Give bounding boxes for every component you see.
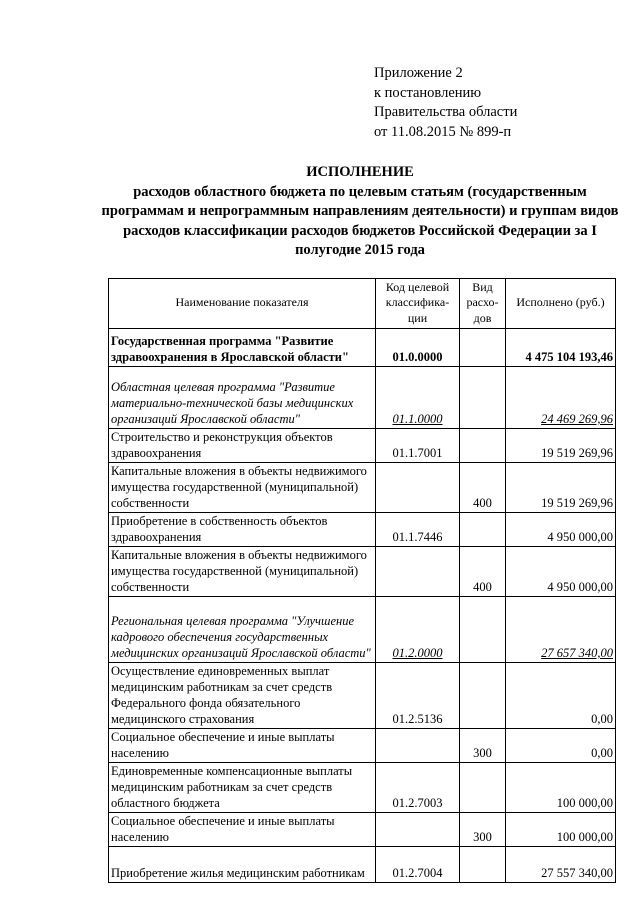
row-amount: 100 000,00 [506, 813, 616, 847]
appendix-line: от 11.08.2015 № 899-п [374, 123, 512, 140]
table-row [109, 813, 616, 847]
row-type [460, 597, 506, 663]
header-type: Вид расхо-дов [460, 279, 506, 329]
row-code [376, 813, 460, 847]
appendix-line: к постановлению [374, 84, 482, 101]
row-amount: 0,00 [506, 729, 616, 763]
title-subheading: расходов областного бюджета по целевым статьям (государственным программам и непрограммным направлениям деятельности) и группам видов расходов классификации расходов бюджетов Российской Федерации за I полугодие 2015 года [101, 183, 619, 258]
row-type: 300 [460, 729, 506, 763]
row-name: Социальное обеспечение и иные выплаты населению [109, 813, 376, 847]
table-row [109, 367, 616, 429]
row-name: Осуществление единовременных выплат медицинским работникам за счет средств Федерального фонда обязательного медицинского страхования [109, 663, 376, 729]
row-amount: 0,00 [506, 663, 616, 729]
row-amount: 4 950 000,00 [506, 513, 616, 547]
row-code [376, 463, 460, 513]
row-type [460, 367, 506, 429]
row-code: 01.0.0000 [376, 329, 460, 367]
row-code-text: 01.2.0000 [392, 646, 443, 660]
header-amount: Исполнено (руб.) [506, 279, 616, 329]
row-code: 01.2.5136 [376, 663, 460, 729]
table-row [109, 329, 616, 367]
table-row [109, 513, 616, 547]
row-code: 01.2.7003 [376, 763, 460, 813]
row-amount [506, 597, 616, 663]
row-amount: 4 950 000,00 [506, 547, 616, 597]
row-amount: 27 557 340,00 [506, 847, 616, 883]
table-row [109, 547, 616, 597]
row-name: Государственная программа "Развитие здравоохранения в Ярославской области" [109, 329, 376, 367]
row-name: Единовременные компенсационные выплаты медицинским работникам за счет средств областного бюджета [109, 763, 376, 813]
document-title [100, 163, 620, 261]
row-amount [506, 367, 616, 429]
row-name: Региональная целевая программа "Улучшение кадрового обеспечения государственных медицинских организаций Ярославской области" [109, 597, 376, 663]
table-header-row [109, 279, 616, 329]
table-row [109, 763, 616, 813]
row-code [376, 597, 460, 663]
row-name: Социальное обеспечение и иные выплаты населению [109, 729, 376, 763]
row-name: Капитальные вложения в объекты недвижимого имущества государственной (муниципальной) собственности [109, 463, 376, 513]
appendix-note [374, 64, 517, 142]
table-row [109, 429, 616, 463]
row-amount: 100 000,00 [506, 763, 616, 813]
header-code: Код целевой классифика-ции [376, 279, 460, 329]
table-row [109, 663, 616, 729]
row-name: Областная целевая программа "Развитие материально-технической базы медицинских организаций Ярославской области" [109, 367, 376, 429]
row-name: Строительство и реконструкция объектов здравоохранения [109, 429, 376, 463]
row-type [460, 763, 506, 813]
row-amount-text: 27 657 340,00 [541, 646, 613, 660]
row-code: 01.2.7004 [376, 847, 460, 883]
row-code: 01.1.7001 [376, 429, 460, 463]
row-code [376, 729, 460, 763]
row-code [376, 367, 460, 429]
row-code-text: 01.1.0000 [392, 412, 443, 426]
row-type: 400 [460, 463, 506, 513]
table-row [109, 729, 616, 763]
row-name: Приобретение в собственность объектов здравоохранения [109, 513, 376, 547]
row-amount-text: 24 469 269,96 [541, 412, 613, 426]
row-code: 01.1.7446 [376, 513, 460, 547]
row-type: 300 [460, 813, 506, 847]
row-type: 400 [460, 547, 506, 597]
row-type [460, 847, 506, 883]
row-amount: 4 475 104 193,46 [506, 329, 616, 367]
title-heading: ИСПОЛНЕНИЕ [306, 164, 414, 180]
budget-table [108, 278, 616, 883]
appendix-line: Приложение 2 [374, 65, 463, 81]
row-type [460, 329, 506, 367]
row-code [376, 547, 460, 597]
row-type [460, 513, 506, 547]
appendix-line: Правительства области [374, 104, 518, 120]
table-row [109, 597, 616, 663]
row-type [460, 663, 506, 729]
table-row [109, 463, 616, 513]
row-name: Приобретение жилья медицинским работникам [109, 847, 376, 883]
header-name: Наименование показателя [109, 279, 376, 329]
row-name: Капитальные вложения в объекты недвижимого имущества государственной (муниципальной) собственности [109, 547, 376, 597]
row-amount: 19 519 269,96 [506, 429, 616, 463]
row-type [460, 429, 506, 463]
row-amount: 19 519 269,96 [506, 463, 616, 513]
table-row [109, 847, 616, 883]
